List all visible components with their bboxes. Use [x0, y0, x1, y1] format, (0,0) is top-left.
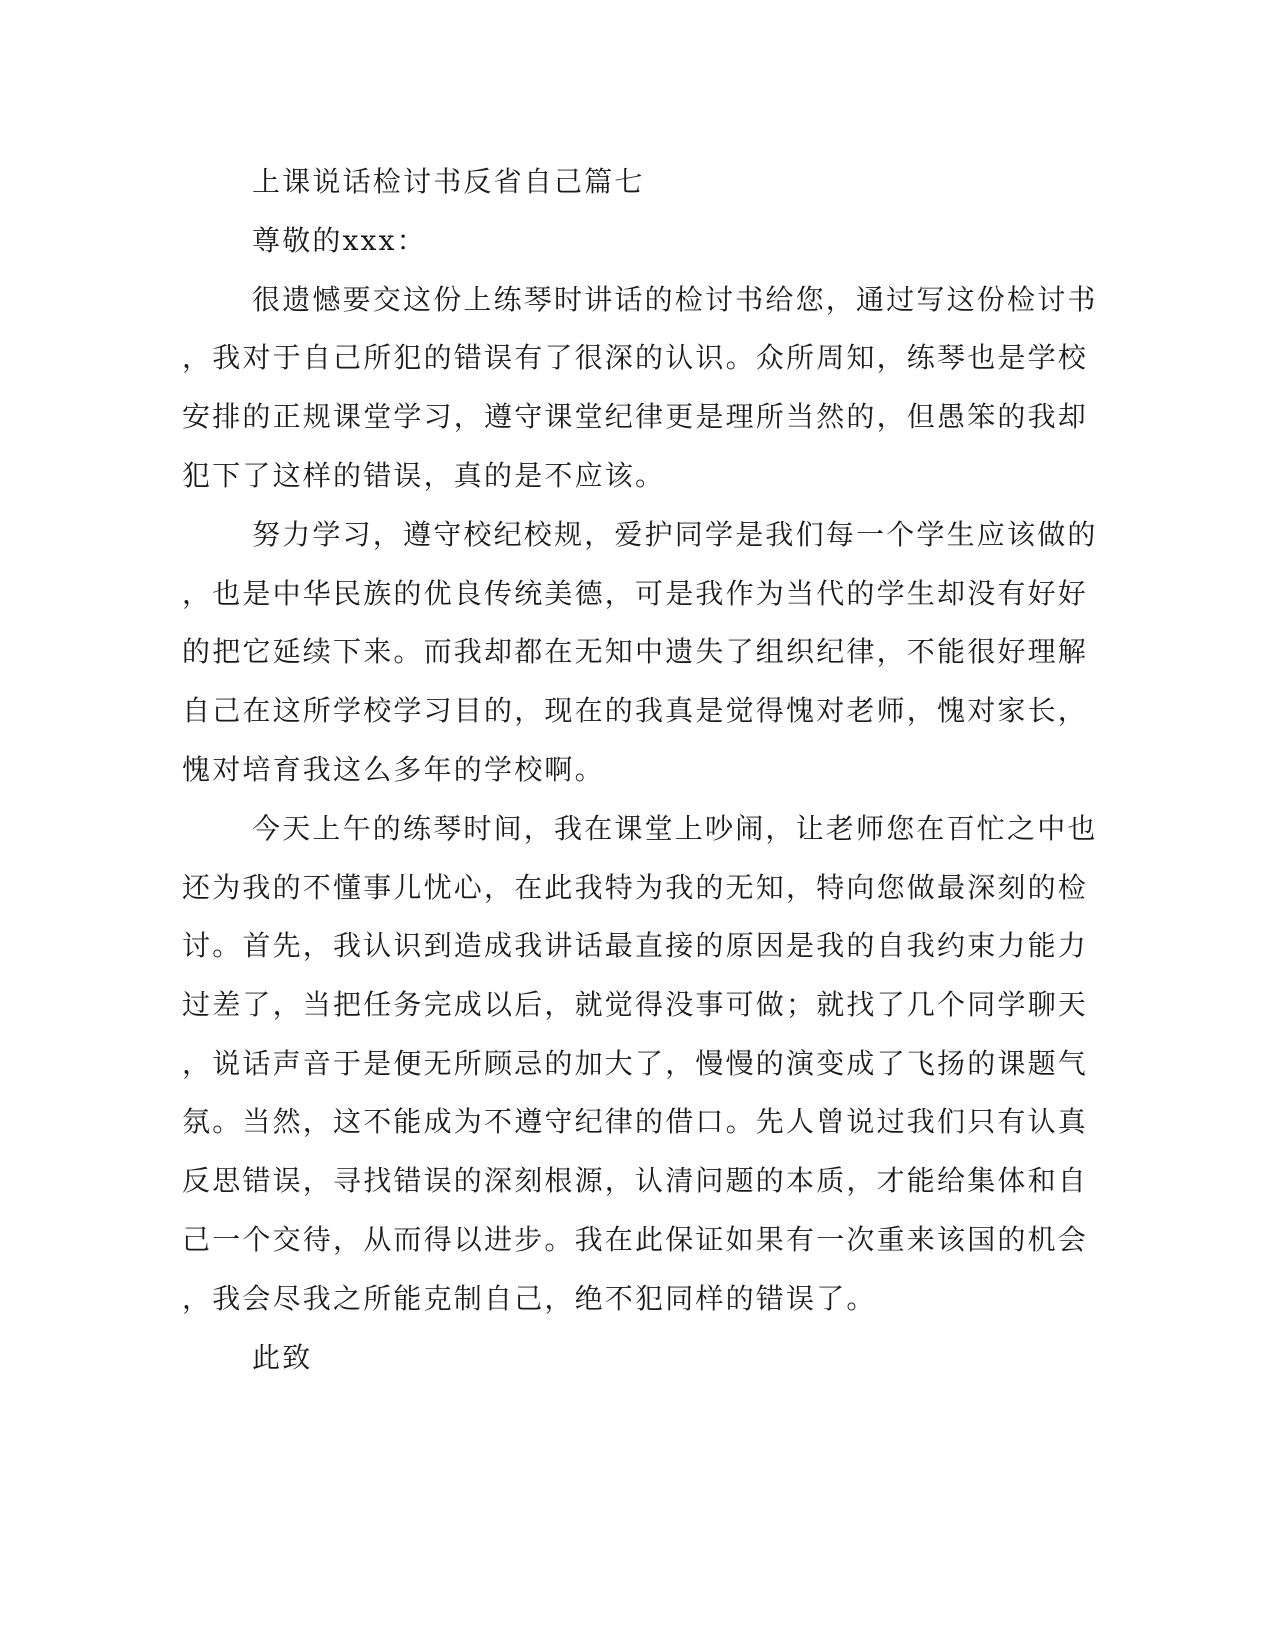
- paragraph-line: 氛。当然，这不能成为不遵守纪律的借口。先人曾说过我们只有认真: [182, 1105, 1089, 1138]
- paragraph-line: 努力学习，遵守校纪校规，爱护同学是我们每一个学生应该做的: [252, 518, 1098, 551]
- paragraph-line: ，说话声音于是便无所顾忌的加大了，慢慢的演变成了飞扬的课题气: [182, 1047, 1089, 1080]
- document-title: 上课说话检讨书反省自己篇七: [252, 165, 645, 198]
- paragraph-line: 还为我的不懂事儿忧心，在此我特为我的无知，特向您做最深刻的检: [182, 871, 1089, 904]
- paragraph-line: 自己在这所学校学习目的，现在的我真是觉得愧对老师，愧对家长，: [182, 694, 1089, 727]
- salutation: 尊敬的xxx：: [252, 224, 427, 257]
- paragraph-line: 过差了，当把任务完成以后，就觉得没事可做；就找了几个同学聊天: [182, 988, 1089, 1021]
- paragraph-line: ，也是中华民族的优良传统美德，可是我作为当代的学生却没有好好: [182, 577, 1089, 610]
- paragraph-line: 己一个交待，从而得以进步。我在此保证如果有一次重来该国的机会: [182, 1223, 1089, 1256]
- paragraph-line: 犯下了这样的错误，真的是不应该。: [182, 459, 666, 492]
- paragraph-line: 今天上午的练琴时间，我在课堂上吵闹，让老师您在百忙之中也: [252, 812, 1098, 845]
- paragraph-line: 愧对培育我这么多年的学校啊。: [182, 753, 605, 786]
- paragraph-line: ，我对于自己所犯的错误有了很深的认识。众所周知，练琴也是学校: [182, 341, 1089, 374]
- paragraph-line: ，我会尽我之所能克制自己，绝不犯同样的错误了。: [182, 1282, 877, 1315]
- closing: 此致: [252, 1341, 313, 1374]
- paragraph-line: 反思错误，寻找错误的深刻根源，认清问题的本质，才能给集体和自: [182, 1164, 1089, 1197]
- paragraph-line: 安排的正规课堂学习，遵守课堂纪律更是理所当然的，但愚笨的我却: [182, 400, 1089, 433]
- paragraph-line: 讨。首先，我认识到造成我讲话最直接的原因是我的自我约束力能力: [182, 929, 1089, 962]
- paragraph-line: 的把它延续下来。而我却都在无知中遗失了组织纪律，不能很好理解: [182, 635, 1089, 668]
- paragraph-line: 很遗憾要交这份上练琴时讲话的检讨书给您，通过写这份检讨书: [252, 283, 1098, 316]
